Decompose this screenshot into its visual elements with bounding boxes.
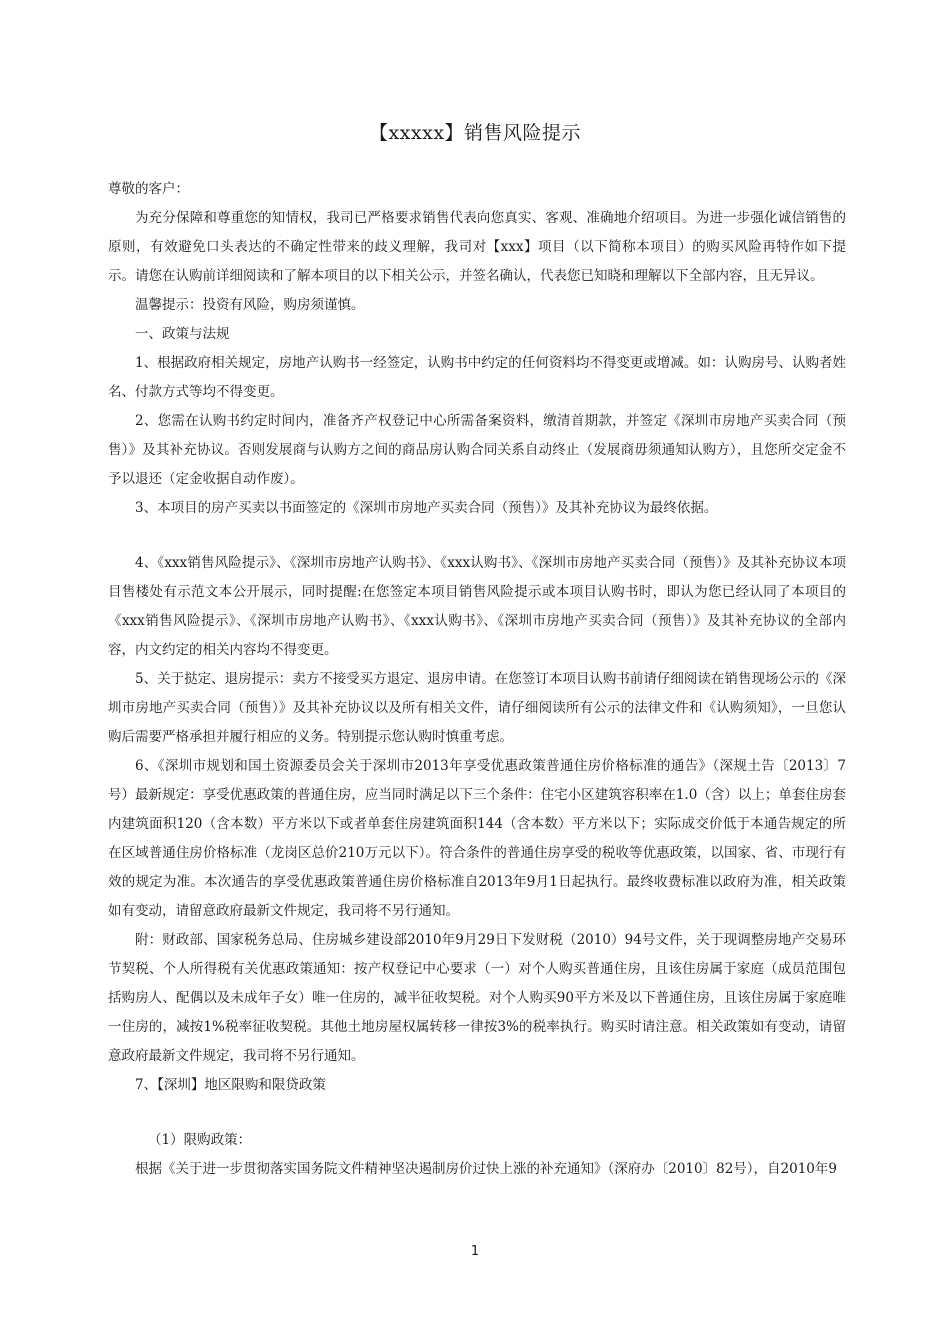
reminder-paragraph: 温馨提示：投资有风险，购房须谨慎。 <box>135 297 365 313</box>
policy-item-5: 5、关于挞定、退房提示：卖方不接受买方退定、退房申请。在您签订本项目认购书前请仔细阅读在销售现场公示的《深圳市房地产买卖合同（预售）》及其补充协议以及所有相关文件，请仔细阅读所有公示的法律文件和《认购须知》，一旦您认购后需要严格承担并履行相应的义务。特别提示您认购时慎重考虑。 <box>108 671 846 745</box>
policy-item-6: 6、《深圳市规划和国土资源委员会关于深圳市2013年享受优惠政策普通住房价格标准的通告》（深规土告〔2013〕7号）最新规定：享受优惠政策的普通住房，应当同时满足以下三个条件：住宅小区建筑容积率在1.0（含）以上；单套住房套内建筑面积120（含本数）平方米以下或者单套住房建筑面积144（含本数）平方米以下；实际成交价低于本通告规定的所在区域普通住房价格标准（龙岗区总价210万元以下）。符合条件的普通住房享受的税收等优惠政策，以国家、省、市现行有效的规定为准。本次通告的享受优惠政策普通住房价格标准自2013年9月1日起执行。最终收费标准以政府为准，相关政策如有变动，请留意政府最新文件规定，我司将不另行通知。 <box>108 758 846 919</box>
appendix-paragraph: 附：财政部、国家税务总局、住房城乡建设部2010年9月29日下发财税（2010）94号文件，关于现调整房地产交易环节契税、个人所得税有关优惠政策通知：按产权登记中心要求（一）对个人购买普通住房，且该住房属于家庭（成员范围包括购房人、配偶以及未成年子女）唯一住房的，减半征收契税。对个人购买90平方米及以下普通住房，且该住房属于家庭唯一住房的，减按1%税率征收契税。其他土地房屋权属转移一律按3%的税率执行。购买时请注意。相关政策如有变动，请留意政府最新文件规定，我司将不另行通知。 <box>108 932 846 1064</box>
greeting: 尊敬的客户： <box>108 181 189 197</box>
document-body <box>108 175 846 1184</box>
policy-item-7: 7、【深圳】地区限购和限贷政策 <box>135 1077 326 1093</box>
subsection-purchase-limit-text: 根据《关于进一步贯彻落实国务院文件精神坚决遏制房价过快上涨的补充通知》（深府办〔2010〕82号），自2010年9 <box>135 1161 837 1177</box>
policy-item-1: 1、根据政府相关规定，房地产认购书一经签定，认购书中约定的任何资料均不得变更或增减。如：认购房号、认购者姓名、付款方式等均不得变更。 <box>108 355 846 400</box>
policy-item-4: 4、《xxx销售风险提示》、《深圳市房地产认购书》、《xxx认购书》、《深圳市房地产买卖合同（预售）》及其补充协议本项目售楼处有示范文本公开展示，同时提醒:在您签定本项目销售风险提示或本项目认购书时，即认为您已经认同了本项目的《xxx销售风险提示》、《深圳市房地产认购书》、《xxx认购书》、《深圳市房地产买卖合同（预售）》及其补充协议的全部内容，内文约定的相关内容均不得变更。 <box>108 555 846 658</box>
policy-item-2: 2、您需在认购书约定时间内，准备齐产权登记中心所需备案资料，缴清首期款，并签定《深圳市房地产买卖合同（预售）》及其补充协议。否则发展商与认购方之间的商品房认购合同关系自动终止（发展商毋须通知认购方），且您所交定金不予以退还（定金收据自动作废）。 <box>108 413 846 487</box>
subsection-purchase-limit-heading: （1）限购政策： <box>148 1132 252 1148</box>
policy-item-3: 3、本项目的房产买卖以书面签定的《深圳市房地产买卖合同（预售）》及其补充协议为最终依据。 <box>135 500 718 516</box>
document-title <box>0 118 950 145</box>
page-number: 1 <box>470 1244 480 1259</box>
section-heading-policy: 一、政策与法规 <box>135 326 230 342</box>
intro-paragraph: 为充分保障和尊重您的知情权，我司已严格要求销售代表向您真实、客观、准确地介绍项目。为进一步强化诚信销售的原则，有效避免口头表达的不确定性带来的歧义理解，我司对【xxx】项目（以下简称本项目）的购买风险再特作如下提示。请您在认购前详细阅读和了解本项目的以下相关公示，并签名确认，代表您已知晓和理解以下全部内容，且无异议。 <box>108 210 846 284</box>
document-title-text: 【xxxxx】销售风险提示 <box>368 122 582 144</box>
